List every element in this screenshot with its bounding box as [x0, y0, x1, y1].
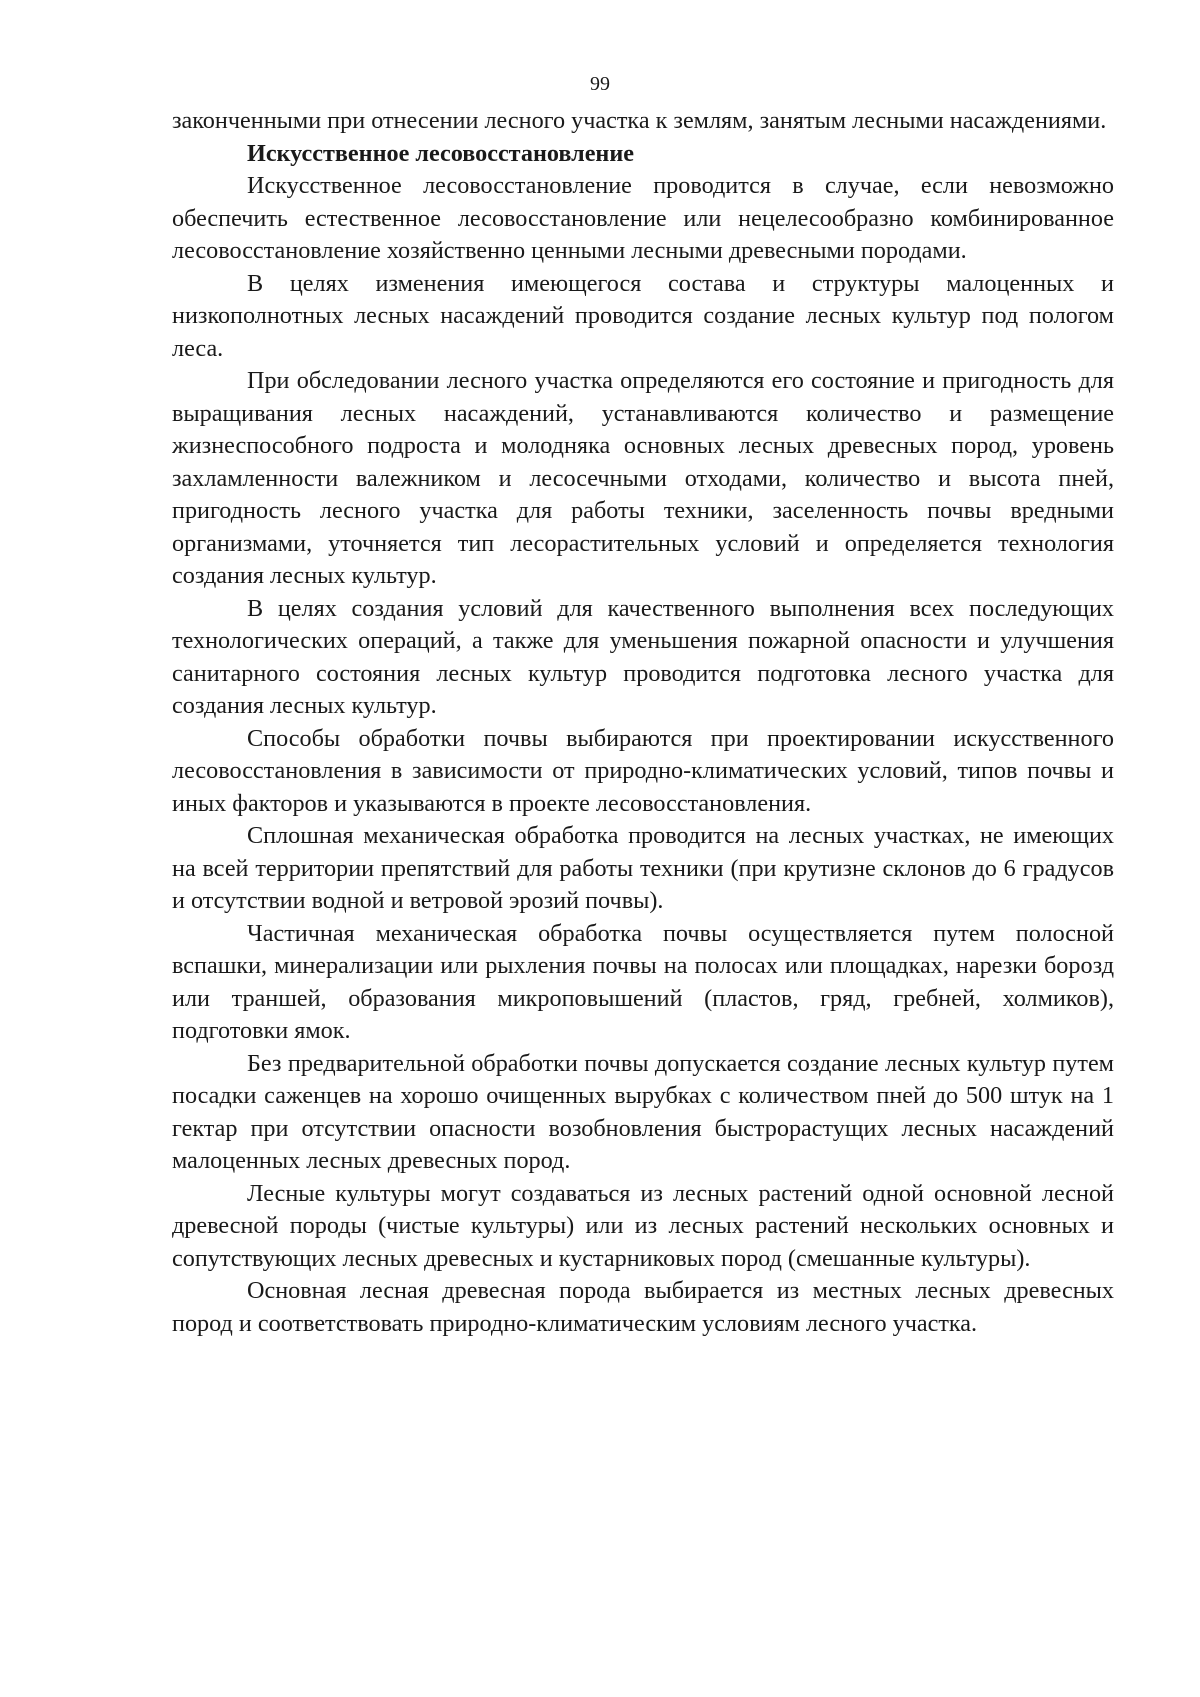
paragraph: Искусственное лесовосстановление проводится в случае, если невозможно обеспечить естественное лесовосстановление или нецелесообразно комбинированное лесовосстановление хозяйственно ценными лесными древесными породами.	[172, 172, 1114, 264]
paragraph: Сплошная механическая обработка проводится на лесных участках, не имеющих на всей территории препятствий для работы техники (при крутизне склонов до 6 градусов и отсутствии водной и ветровой эрозий почвы).	[172, 822, 1114, 914]
paragraph: Способы обработки почвы выбираются при проектировании искусственного лесовосстановления в зависимости от природно-климатических условий, типов почвы и иных факторов и указываются в проекте лесовосстановления.	[172, 724, 1114, 817]
section-heading: Искусственное лесовосстановление	[247, 139, 635, 167]
document-body	[172, 105, 1114, 1340]
paragraph-continuation: законченными при отнесении лесного участка к землям, занятым лесными насаждениями.	[172, 107, 1107, 134]
paragraph: Без предварительной обработки почвы допускается создание лесных культур путем посадки саженцев на хорошо очищенных вырубках с количеством пней до 500 штук на 1 гектар при отсутствии опасности возобновления быстрорастущих лесных насаждений малоценных лесных древесных пород.	[172, 1049, 1114, 1174]
paragraph: В целях изменения имеющегося состава и структуры малоценных и низкополнотных лесных насаждений проводится создание лесных культур под пологом леса.	[172, 269, 1114, 362]
paragraph: Лесные культуры могут создаваться из лесных растений одной основной лесной древесной породы (чистые культуры) или из лесных растений нескольких основных и сопутствующих лесных древесных и кустарниковых пород (смешанные культуры).	[172, 1179, 1114, 1272]
paragraph: Основная лесная древесная порода выбирается из местных лесных древесных пород и соответствовать природно-климатическим условиям лесного участка.	[172, 1277, 1114, 1337]
page-number: 99	[590, 73, 610, 95]
paragraph: При обследовании лесного участка определяются его состояние и пригодность для выращивания лесных насаждений, устанавливаются количество и размещение жизнеспособного подроста и молодняка основных лесных древесных пород, уровень захламленности валежником и лесосечными отходами, количество и высота пней, пригодность лесного участка для работы техники, заселенность почвы вредными организмами, уточняется тип лесорастительных условий и определяется технология создания лесных культур.	[172, 367, 1114, 589]
paragraph: В целях создания условий для качественного выполнения всех последующих технологических операций, а также для уменьшения пожарной опасности и улучшения санитарного состояния лесных культур проводится подготовка лесного участка для создания лесных культур.	[172, 594, 1114, 719]
paragraph: Частичная механическая обработка почвы осуществляется путем полосной вспашки, минерализации или рыхления почвы на полосах или площадках, нарезки борозд или траншей, образования микроповышений (пластов, гряд, гребней, холмиков), подготовки ямок.	[172, 919, 1114, 1044]
